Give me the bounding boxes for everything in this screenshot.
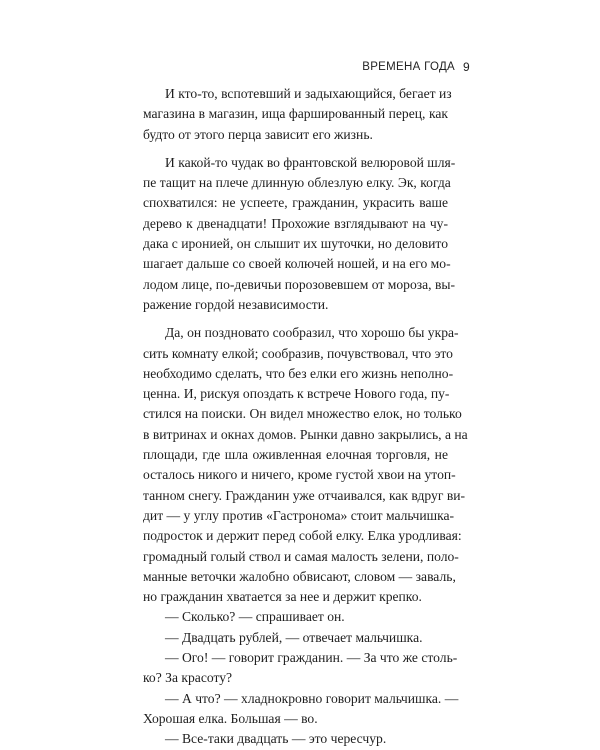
text-line: площади, где шла оживленная елочная торговля, не [143, 447, 448, 463]
page-number: 9 [463, 60, 470, 74]
paragraph [121, 729, 448, 749]
body-text [121, 84, 468, 750]
text-line: магазина в магазин, ища фаршированный перец, как [143, 106, 448, 122]
running-head-title: ВРЕМЕНА ГОДА [362, 61, 455, 73]
paragraph [121, 689, 459, 730]
text-line: лодом лице, по-девичьи порозовевшем от мороза, вы- [143, 276, 456, 292]
paragraph [121, 84, 452, 145]
text-line: Хорошая елка. Большая — во. [143, 710, 318, 726]
text-line: — Ого! — говорит гражданин. — За что же столь- [165, 650, 458, 666]
paragraph [121, 153, 456, 315]
text-line: громадный голый ствол и самая малость зелени, поло- [143, 548, 459, 564]
text-line: И какой-то чудак во франтовской велюровой шля- [165, 154, 456, 170]
text-line: в витринах и окнах домов. Рынки давно закрылись, а на [143, 426, 468, 442]
text-line: — А что? — хладнокровно говорит мальчишка. — [165, 690, 459, 706]
paragraph [121, 628, 448, 648]
text-line: сить комнату елкой; сообразив, почувствовал, что это [143, 345, 453, 361]
text-line: И кто-то, вспотевший и задыхающийся, бегает из [165, 86, 452, 101]
paragraph [121, 648, 458, 689]
paragraph [121, 607, 448, 627]
text-line: дака с иронией, он слышит их шуточки, но деловито [143, 236, 448, 252]
text-line: танном снегу. Гражданин уже отчаивался, как вдруг ви- [143, 487, 466, 503]
paragraph [121, 323, 468, 607]
text-line: ко? За красоту? [143, 670, 233, 686]
text-line: дит — у углу против «Гастронома» стоит мальчишка- [143, 507, 455, 523]
text-line: шагает дальше со своей колючей ношей, и на его мо- [143, 256, 451, 272]
text-line: подросток и держит перед собой елку. Елка уродливая: [143, 528, 462, 544]
text-line: — Сколько? — спрашивает он. [165, 609, 345, 625]
text-line: дерево к двенадцати! Прохожие взглядывают на чу- [143, 215, 448, 231]
text-line: манные веточки жалобно обвисают, словом — заваль, [143, 568, 456, 584]
text-line: осталось никого и ничего, кроме густой хвои на утоп- [143, 467, 456, 483]
text-line: ражение гордой независимости. [143, 296, 329, 312]
text-line: — Все-таки двадцать — это чересчур. [165, 731, 387, 747]
text-line: но гражданин хватается за нее и держит крепко. [143, 589, 422, 605]
text-line: необходимо сделать, что без елки его жизнь неполно- [143, 365, 454, 381]
text-line: — Двадцать рублей, — отвечает мальчишка. [165, 629, 423, 645]
text-line: Да, он поздновато сообразил, что хорошо бы укра- [165, 325, 459, 341]
text-line: стился на поиски. Он видел множество елок, но только [143, 406, 462, 422]
text-line: ценна. И, рискуя опоздать к встрече Нового года, пу- [143, 386, 450, 402]
text-line: спохватился: не успеете, гражданин, украсить ваше [143, 195, 448, 211]
text-line: будто от этого перца зависит его жизнь. [143, 126, 373, 142]
text-line: пе тащит на плече длинную облезлую елку. Эк, когда [143, 175, 451, 191]
